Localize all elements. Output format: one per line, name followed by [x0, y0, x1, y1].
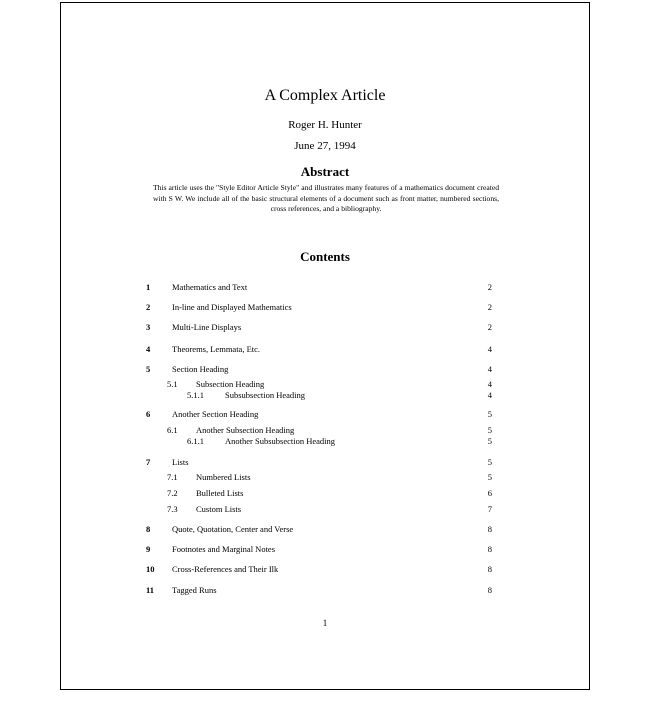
toc-entry-page: 2	[487, 322, 492, 332]
toc-entry-title: Subsubsection Heading	[225, 390, 306, 400]
document-page	[60, 2, 590, 690]
toc-entry-page: 6	[487, 488, 492, 498]
toc-entry-page: 4	[487, 344, 492, 354]
toc-entry-title: Another Section Heading	[172, 409, 259, 419]
toc-entry-page: 4	[487, 390, 492, 400]
toc-entry-page: 4	[487, 379, 492, 389]
toc-entry-title: Cross-References and Their Ilk	[172, 564, 279, 574]
document-author: Roger H. Hunter	[288, 119, 362, 131]
toc-entry-title: Custom Lists	[196, 504, 242, 514]
toc-entry-page: 2	[487, 282, 492, 292]
abstract-heading: Abstract	[300, 164, 350, 179]
abstract-text: This article uses the "Style Editor Article Style" and illustrates many features of a mathematics document created with S W. We include all of the basic structural elements of a document such as front matter, numbered sections, cross references, and a bibliography.	[153, 183, 499, 213]
toc-entry-title: Bulleted Lists	[196, 488, 244, 498]
toc-entry-number: 8	[146, 524, 151, 534]
toc-entry-number: 7	[146, 457, 151, 467]
toc-entry-number: 6	[146, 409, 151, 419]
toc-entry-number: 6.1	[167, 425, 178, 435]
toc-entry-number: 11	[146, 585, 155, 595]
toc-entry-page: 8	[487, 524, 492, 534]
toc-entry-title: Another Subsection Heading	[196, 425, 295, 435]
toc-entry-number: 7.3	[167, 504, 178, 514]
toc-entry-title: Theorems, Lemmata, Etc.	[172, 344, 261, 354]
page-number: 1	[322, 618, 328, 628]
toc-entry-title: Section Heading	[172, 364, 229, 374]
toc-entry-number: 9	[146, 544, 151, 554]
toc-entry-number: 3	[146, 322, 151, 332]
contents-heading: Contents	[300, 249, 350, 264]
toc-entry-title: Multi-Line Displays	[172, 322, 242, 332]
toc-entry-title: Numbered Lists	[196, 472, 251, 482]
toc-entry-title: Lists	[172, 457, 189, 467]
toc-entry-title: Tagged Runs	[172, 585, 217, 595]
document-date: June 27, 1994	[294, 140, 356, 152]
toc-entry-number: 1	[146, 282, 151, 292]
toc-entry-page: 8	[487, 564, 492, 574]
toc-entry-number: 5.1	[167, 379, 178, 389]
toc-entry-page: 5	[487, 409, 492, 419]
document-title: A Complex Article	[264, 87, 386, 104]
toc-entry-number: 6.1.1	[187, 436, 204, 446]
toc-entry-number: 2	[146, 302, 151, 312]
toc-entry-page: 8	[487, 544, 492, 554]
toc-entry-page: 2	[487, 302, 492, 312]
toc-entry-number: 10	[146, 564, 155, 574]
toc-entry-page: 5	[487, 472, 492, 482]
toc-entry-number: 7.2	[167, 488, 178, 498]
toc-entry-number: 4	[146, 344, 151, 354]
toc-entry-page: 7	[487, 504, 492, 514]
toc-entry-title: Footnotes and Marginal Notes	[172, 544, 276, 554]
toc-entry-number: 5.1.1	[187, 390, 204, 400]
toc-entry-page: 4	[487, 364, 492, 374]
toc-entry-title: Mathematics and Text	[172, 282, 248, 292]
toc-entry-number: 7.1	[167, 472, 178, 482]
toc-entry-title: Subsection Heading	[196, 379, 265, 389]
toc-entry-page: 5	[487, 436, 492, 446]
toc-entry-page: 5	[487, 425, 492, 435]
toc-entry-title: Quote, Quotation, Center and Verse	[172, 524, 294, 534]
toc-entry-title: Another Subsubsection Heading	[225, 436, 336, 446]
toc-entry-title: In-line and Displayed Mathematics	[172, 302, 292, 312]
toc-entry-page: 5	[487, 457, 492, 467]
toc-entry-page: 8	[487, 585, 492, 595]
toc-entry-number: 5	[146, 364, 151, 374]
